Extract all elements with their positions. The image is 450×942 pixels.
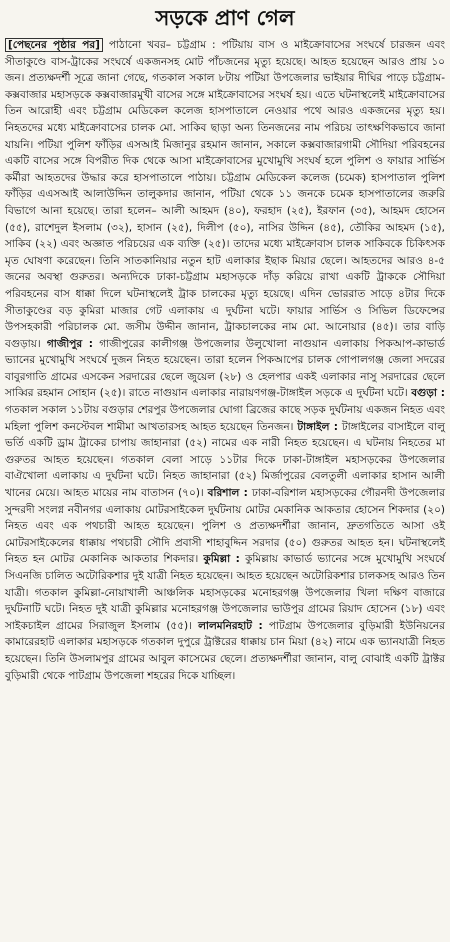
headline: সড়কে প্রাণ গেল xyxy=(155,6,295,30)
section-chattogram xyxy=(5,39,445,350)
dateline: বগুড়া : xyxy=(411,387,445,400)
section-text: টাঙ্গাইলের বাসাইলে বালু ভর্তি একটি ড্রাম ট্রাকের চাপায় জাহানারা (৫২) নামের এক নারী নিহত হয়েছেন। এ ঘটনায় নিহতের মা গুরুতর আহত হয়েছেন। গতকাল বেলা সাড়ে ১১টার দিকে ঢাকা-টাঙ্গাইল মহাসড়কের উপজেলার বাঐখোলা এলাকায় এ দুর্ঘটনা ঘটে। নিহত জাহানারা (৫২) মির্জাপুরের বেলতুলী এলাকার হাসান আলী খানের মেয়ে। আহত মায়ের নাম বাতাসন (৭০)। xyxy=(5,420,445,500)
dateline: কুমিল্লা : xyxy=(203,553,240,566)
dateline: বরিশাল : xyxy=(207,487,248,500)
continued-from-back-page-tag: [পেছনের পৃষ্ঠার পর] xyxy=(5,38,103,52)
dateline: লালমনিরহাট : xyxy=(198,619,263,632)
section-text: গতকাল সকাল ১১টায় বগুড়ার শেরপুর উপজেলার ঘোগা ব্রিজের কাছে সড়ক দুর্ঘটনায় একজন নিহত এবং মহিলা পুলিশ কনস্টেবল শামীমা আখতারসহ আহত হয়েছেন তিনজন। xyxy=(5,404,445,433)
section-text: কুমিল্লায় কাভার্ড ভ্যানের সঙ্গে মুখোমুখি সংঘর্ষে সিএনজি চালিত অটোরিকশার দুই যাত্রী নিহত হয়েছেন। আহত হয়েছেন অটোরিকশার চালকসহ আরও তিন যাত্রী। গতকাল কুমিল্লা-নোয়াখালী আঞ্চলিক মহাসড়কের মনোহরগঞ্জ উপজেলার খিলা দক্ষিণ বাজারে দুর্ঘটনাটি ঘটে। নিহত দুই যাত্রী কুমিল্লার মনোহরগঞ্জ উপজেলার ভাউপুর গ্রামের রিয়াদ হোসেন (১৮) এবং সাইকচাইল গ্রামের সিরাজুল ইসলাম (৫৫)। xyxy=(5,553,445,632)
article-body xyxy=(5,37,445,684)
section-text: পাঠানো খবর– চট্টগ্রাম : পটিয়ায় বাস ও মাইক্রোবাসের সংঘর্ষে চারজন এবং সীতাকুণ্ডে বাস-ট্রাকের সংঘর্ষে একজনসহ মোট পাঁচজনের মৃত্যু হয়েছে। আহত হয়েছেন আরও প্রায় ১০ জন। প্রত্যক্ষদর্শী সূত্রে জানা গেছে, গতকাল সকাল ৮টায় পটিয়া উপজেলার ভাইয়ার দীঘির পাড়ে চট্টগ্রাম-কক্সবাজার মহাসড়কে কক্সবাজারমুখী বাসের সঙ্গে মাইক্রোবাসের সংঘর্ষ হয়। এতে ঘটনাস্থলেই মাইক্রোবাসের তিন আরোহী এবং চট্টগ্রাম মেডিকেল কলেজ হাসপাতালে নেওয়ার পথে আরও একজনের মৃত্যু হয়। নিহতদের মধ্যে মাইক্রোবাসের চালক মো. সাকিব ছাড়া অন্য তিনজনের নাম পরিচয় তাৎক্ষণিকভাবে জানা যায়নি। পটিয়া পুলিশ ফাঁড়ির এসআই মিজানুর রহমান জানান, সকালে কক্সবাজারগামী সৌদিয়া পরিবহনের একটি বাসের সঙ্গে বিপরীত দিক থেকে আসা মাইক্রোবাসের মুখোমুখি সংঘর্ষ হলে পুলিশ ও ফায়ার সার্ভিস কর্মীরা আহতদের উদ্ধার করে হাসপাতালে পাঠায়। চট্টগ্রাম মেডিকেল কলেজ (চমেক) হাসপাতাল পুলিশ ফাঁড়ির এএসআই আলাউদ্দিন তালুকদার জানান, পটিয়া থেকে ১১ জনকে চমেক হাসপাতালের জরুরি বিভাগে আনা হয়েছে। তারা হলেন– আলী আহমদ (৪০), ফরহাদ (২৫), ইরফান (৩৫), আহমদ হোসেন (৫৫), রাশেদুল ইসলাম (৩২), হাসান (২৫), দিলীপ (৫০), নাসির উদ্দিন (৪৫), তৌকির আহমদ (১৫), সাকিব (২২) এবং অজ্ঞাত পরিচয়ের এক ব্যক্তি (২৫)। তাদের মধ্যে মাইক্রোবাস চালক সাকিবকে চিকিৎসক মৃত ঘোষণা করেছেন। তিনি সাতকানিয়ার নতুন হাট এলাকার ইছাক মিয়ার ছেলে। আহতদের আরও ৪-৫ জনের অবস্থা গুরুতর। অন্যদিকে ঢাকা-চট্টগ্রাম মহাসড়কে দাঁড় করিয়ে রাখা একটি ট্রাককে সৌদিয়া পরিবহনের বাস ধাক্কা দিলে ঘটনাস্থলেই ট্রাক চালকের মৃত্যু হয়েছে। এদিন ভোররাত সাড়ে ৪টার দিকে সীতাকুণ্ডের বড় কুমিরা মাজার গেট এলাকায় এ দুর্ঘটনা ঘটে। ফায়ার সার্ভিস ও সিভিল ডিফেন্সের উপসহকারী পরিচালক মো. জসীম উদ্দীন জানান, ট্রাকচালকের নাম মো. আনোয়ার (৪৫)। তার বাড়ি বগুড়ায়। xyxy=(5,39,445,350)
dateline: গাজীপুর : xyxy=(46,337,93,350)
dateline: টাঙ্গাইল : xyxy=(297,420,338,433)
section-text: পাটগ্রাম উপজেলার বুড়িমারী ইউনিয়নের কামারেরহাট এলাকার মহাসড়কে গতকাল দুপুরে ট্রাক্টরের ধাক্কায় চান মিয়া (৪২) নামে এক ভ্যানযাত্রী নিহত হয়েছেন। তিনি উসলামপুর গ্রামের আবুল কাসেমের ছেলে। প্রত্যক্ষদর্শীরা জানান, বালু বোঝাই একটি ট্রাক্টর বুড়িমারী থেকে পাটগ্রাম উপজেলা শহরের দিকে যাচ্ছিল। xyxy=(5,619,445,682)
section-text: ঢাকা-বরিশাল মহাসড়কের গৌরনদী উপজেলার সুন্দরদী সংলগ্ন নবীনগর এলাকায় মোটরসাইকেল দুর্ঘটনায় মোটর মেকানিক আকতার হোসেন শিকদার (২০) নিহত এবং এক পথচারী আহত হয়েছেন। পুলিশ ও প্রত্যক্ষদর্শীরা জানান, দ্রুতগতিতে আসা ওই মোটরসাইকেলের ধাক্কায় পথচারী সৌদি প্রবাসী শাহাবুদ্দিন সরদার (৫০) গুরুতর আহত হন। ঘটনাস্থলেই নিহত হন মোটর মেকানিক আকতার শিকদার। xyxy=(5,487,446,566)
section-gazipur xyxy=(5,338,445,400)
section-text: গাজীপুরের কালীগঞ্জ উপজেলার উলুখোলা নাগুয়ান এলাকায় পিকআপ-কাভার্ড ভ্যানের মুখোমুখি সংঘর্ষে দুজন নিহত হয়েছেন। তারা হলেন পিকআপের চালক গোপালগঞ্জ জেলা সদরের বাবুরগাতি গ্রামের এসকেন সরদারের ছেলে জুয়েল (২৮) ও হেলপার একই এলাকার নাসু সরদারের ছেলে সাব্বির রহমান সোহান (২৫)। রাতে নাগুয়ান এলাকার নারায়ণগঞ্জ-টাঙ্গাইল সড়কে এ দুর্ঘটনা ঘটে। xyxy=(5,337,445,400)
